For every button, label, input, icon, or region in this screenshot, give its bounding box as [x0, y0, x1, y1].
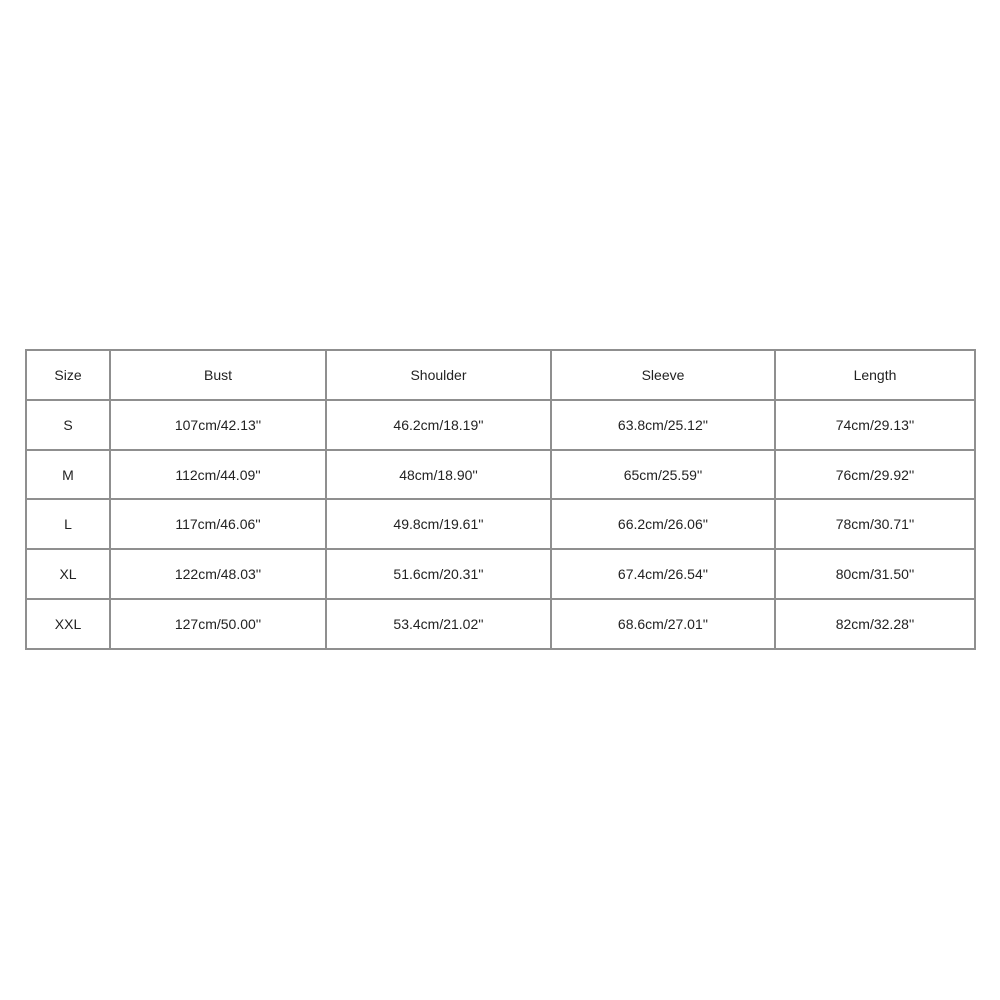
bust-cell: 127cm/50.00''	[110, 599, 326, 649]
size-chart-table	[25, 349, 976, 650]
table-row	[26, 599, 975, 649]
size-cell: XXL	[26, 599, 110, 649]
shoulder-cell: 48cm/18.90''	[326, 450, 551, 500]
header-sleeve: Sleeve	[551, 350, 775, 400]
sleeve-cell: 63.8cm/25.12''	[551, 400, 775, 450]
sleeve-cell: 68.6cm/27.01''	[551, 599, 775, 649]
bust-cell: 117cm/46.06''	[110, 499, 326, 549]
length-cell: 76cm/29.92''	[775, 450, 975, 500]
sleeve-cell: 67.4cm/26.54''	[551, 549, 775, 599]
size-cell: S	[26, 400, 110, 450]
size-cell: L	[26, 499, 110, 549]
bust-cell: 107cm/42.13''	[110, 400, 326, 450]
header-row	[26, 350, 975, 400]
table-row	[26, 549, 975, 599]
header-bust: Bust	[110, 350, 326, 400]
shoulder-cell: 49.8cm/19.61''	[326, 499, 551, 549]
size-cell: XL	[26, 549, 110, 599]
length-cell: 74cm/29.13''	[775, 400, 975, 450]
table-row	[26, 400, 975, 450]
sleeve-cell: 66.2cm/26.06''	[551, 499, 775, 549]
size-cell: M	[26, 450, 110, 500]
header-size: Size	[26, 350, 110, 400]
header-length: Length	[775, 350, 975, 400]
bust-cell: 122cm/48.03''	[110, 549, 326, 599]
sleeve-cell: 65cm/25.59''	[551, 450, 775, 500]
length-cell: 80cm/31.50''	[775, 549, 975, 599]
length-cell: 82cm/32.28''	[775, 599, 975, 649]
bust-cell: 112cm/44.09''	[110, 450, 326, 500]
shoulder-cell: 51.6cm/20.31''	[326, 549, 551, 599]
header-shoulder: Shoulder	[326, 350, 551, 400]
shoulder-cell: 53.4cm/21.02''	[326, 599, 551, 649]
length-cell: 78cm/30.71''	[775, 499, 975, 549]
shoulder-cell: 46.2cm/18.19''	[326, 400, 551, 450]
table-row	[26, 450, 975, 500]
table-row	[26, 499, 975, 549]
